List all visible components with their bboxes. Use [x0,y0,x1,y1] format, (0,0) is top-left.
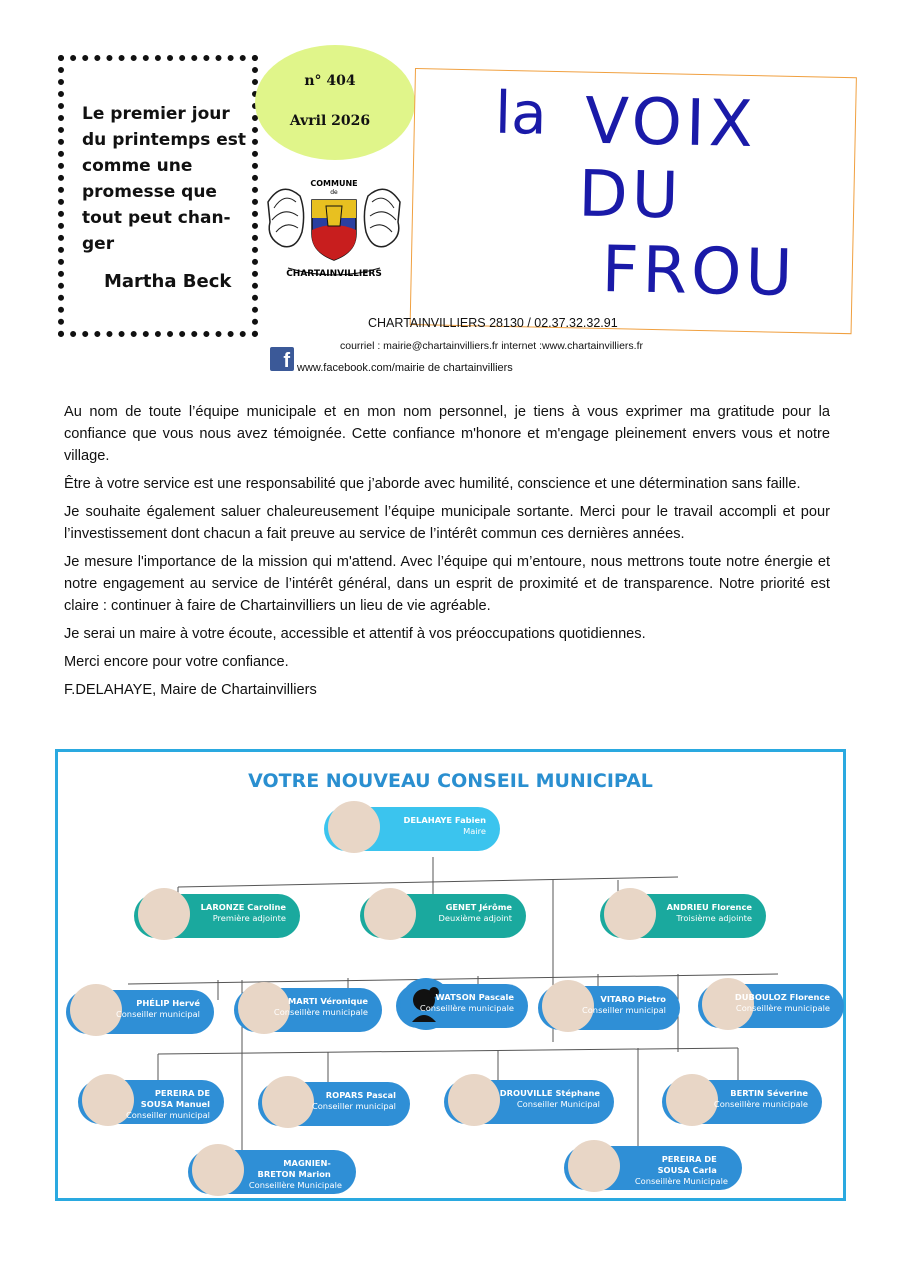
member-role: Première adjointe [212,913,286,923]
member-name: MAGNIEN-BRETON Marion [257,1158,331,1179]
member-card-adjoint [600,894,766,938]
member-photo [70,984,122,1036]
letter-paragraph: Être à votre service est une responsabilité que j’aborde avec humilité, conscience et une détermination sans faille. [64,476,801,492]
facebook-link[interactable]: www.facebook.com/mairie de chartainvilliers [297,362,513,374]
member-role: Conseiller municipal [115,1009,200,1019]
member-name: VITARO Pietro [600,994,666,1004]
member-card-conseiller [564,1146,742,1190]
quote-text: Le premier jour du printemps est comme une promesse que tout peut chan-ger [82,104,247,254]
member-card-conseiller [396,984,528,1028]
quote-author: Martha Beck [104,271,232,292]
member-name: ROPARS Pascal [325,1090,396,1100]
member-name: MARTI Véronique [288,996,368,1006]
member-role: Conseillère Municipale [634,1176,728,1186]
member-role: Conseillère municipale [273,1007,368,1017]
council-title: VOTRE NOUVEAU CONSEIL MUNICIPAL [248,770,653,792]
crest-name-text: CHARTAINVILLIERS [286,269,382,279]
commune-crest-logo [260,172,408,284]
quote-box [58,55,258,337]
member-name: BERTIN Séverine [730,1088,808,1098]
member-photo [138,888,190,940]
address-line: CHARTAINVILLIERS 28130 / 02.37.32.32.91 [368,316,618,330]
facebook-icon[interactable]: f [270,347,294,371]
council-chart [55,749,846,1201]
member-card-conseiller [444,1080,614,1124]
member-role: Conseillère municipale [713,1099,808,1109]
member-photo [604,888,656,940]
member-photo [448,1074,500,1126]
member-role: Conseillère municipale [419,1003,514,1013]
member-card-conseiller [258,1082,410,1126]
member-card-adjoint [134,894,300,938]
title-la: la [494,78,548,148]
member-card-conseiller [66,990,214,1034]
member-card-conseiller [234,988,382,1032]
member-role: Conseiller municipal [125,1110,210,1120]
member-role: Conseiller Municipal [516,1099,600,1109]
member-card-maire [324,807,500,851]
member-role: Conseiller municipal [581,1005,666,1015]
member-name: PEREIRA DE SOUSA Carla [657,1154,717,1175]
member-card-conseiller [662,1080,822,1124]
member-name: PEREIRA DE SOUSA Manuel [140,1088,210,1109]
member-name: DUBOULOZ Florence [734,992,830,1002]
letter-paragraph: Je serai un maire à votre écoute, accessible et attentif à vos préoccupations quotidiennes. [64,626,646,642]
member-role: Troisième adjointe [676,913,752,923]
member-name: GENET Jérôme [445,902,512,912]
crest-top-text: COMMUNE [310,179,358,188]
title-du: DU [577,157,684,234]
letter-paragraph: Je mesure l'importance de la mission qui m'attend. Avec l’équipe qui m’entoure, nous mettrons toute notre énergie et notre engagement au service de l’intérêt général, dans un esprit de proximité et de transparence. Notre priorité est claire : continuer à faire de Chartainvilliers un lieu de vie agréable. [64,554,830,614]
title-frou: FROU [601,232,798,312]
member-name: DROUVILLE Stéphane [499,1088,600,1098]
member-name: DELAHAYE Fabien [403,815,486,825]
letter-paragraph: Merci encore pour votre confiance. [64,654,289,670]
crest-de-text: de [330,189,338,196]
letter-paragraph: Au nom de toute l’équipe municipale et en mon nom personnel, je tiens à vous exprimer ma gratitude pour la confiance que vous nous avez témoignée. Cette confiance m'honore et m'engage pleinement envers vous et notre village. [64,404,830,464]
member-card-conseiller [188,1150,356,1194]
member-card-adjoint [360,894,526,938]
member-name: LARONZE Caroline [200,902,286,912]
member-photo [262,1076,314,1128]
issue-number: n° 404 [304,73,356,89]
member-photo [666,1074,718,1126]
member-card-conseiller [698,984,844,1028]
member-name: PHÉLIP Hervé [136,998,200,1008]
member-role: Maire [463,826,486,836]
letter-signature: F.DELAHAYE, Maire de Chartainvilliers [64,682,317,698]
contact-line[interactable]: courriel : mairie@chartainvilliers.fr internet :www.chartainvilliers.fr [340,340,643,352]
member-photo [568,1140,620,1192]
newspaper-title [410,68,857,334]
letter-paragraph: Je souhaite également saluer chaleureusement l’équipe municipale sortante. Merci pour le travail accompli et pour l’investissement dont chacun a fait preuve au service de l’intérêt commun ces dernières années. [64,504,830,542]
member-photo [192,1144,244,1196]
member-card-conseiller [78,1080,224,1124]
member-role: Conseillère Municipale [248,1180,342,1190]
issue-badge [255,45,415,160]
member-photo [328,801,380,853]
member-role: Conseillère municipale [735,1003,830,1013]
member-name: ANDRIEU Florence [666,902,752,912]
member-photo [364,888,416,940]
title-voix: VOIX [584,84,758,163]
issue-date: Avril 2026 [289,113,371,129]
member-role: Deuxième adjoint [438,913,512,923]
member-role: Conseiller municipal [311,1101,396,1111]
mayor-letter [64,401,830,707]
member-card-conseiller [538,986,680,1030]
member-name: WATSON Pascale [435,992,514,1002]
